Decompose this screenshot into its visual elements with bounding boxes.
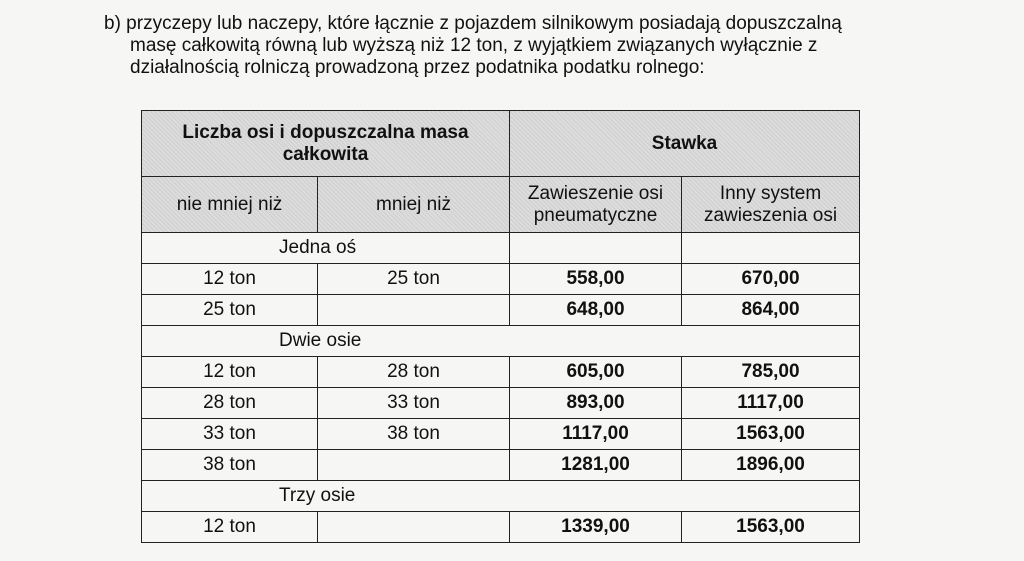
cell-min: 25 ton bbox=[142, 295, 318, 326]
header-other-suspension: Inny system zawieszenia osi bbox=[682, 177, 860, 233]
cell-max: 28 ton bbox=[318, 357, 510, 388]
cell-other: 1896,00 bbox=[682, 450, 860, 481]
cell-pneumatic: 1281,00 bbox=[510, 450, 682, 481]
cell-pneumatic: 1339,00 bbox=[510, 512, 682, 543]
header-pneumatic-suspension: Zawieszenie osi pneumatyczne bbox=[510, 177, 682, 233]
cell-pneumatic: 558,00 bbox=[510, 264, 682, 295]
group-title: Trzy osie bbox=[142, 481, 860, 512]
intro-line-2: masę całkowitą równą lub wyższą niż 12 ton, z wyjątkiem związanych wyłącznie z bbox=[130, 35, 818, 56]
cell-pneumatic: 1117,00 bbox=[510, 419, 682, 450]
group-title: Jedna oś bbox=[142, 233, 510, 264]
header-less-than: mniej niż bbox=[318, 177, 510, 233]
cell-min: 12 ton bbox=[142, 264, 318, 295]
cell-other: 864,00 bbox=[682, 295, 860, 326]
group-title: Dwie osie bbox=[142, 326, 860, 357]
cell-other: 1117,00 bbox=[682, 388, 860, 419]
cell-pneumatic: 648,00 bbox=[510, 295, 682, 326]
cell-pneumatic: 605,00 bbox=[510, 357, 682, 388]
header-rate: Stawka bbox=[510, 111, 860, 177]
cell-max bbox=[318, 512, 510, 543]
intro-line-1: b) przyczepy lub naczepy, które łącznie z pojazdem silnikowym posiadają dopuszczalną bbox=[104, 13, 842, 34]
cell-max: 38 ton bbox=[318, 419, 510, 450]
table-row bbox=[142, 357, 860, 388]
intro-paragraph bbox=[104, 13, 964, 79]
table-row bbox=[142, 512, 860, 543]
header-axles-mass: Liczba osi i dopuszczalna masa całkowita bbox=[142, 111, 510, 177]
table-row bbox=[142, 450, 860, 481]
cell-min: 12 ton bbox=[142, 357, 318, 388]
cell-other: 1563,00 bbox=[682, 419, 860, 450]
table-row bbox=[142, 388, 860, 419]
table-row bbox=[142, 419, 860, 450]
intro-line-3: działalnością rolniczą prowadzoną przez podatnika podatku rolnego: bbox=[130, 57, 705, 78]
cell-other: 785,00 bbox=[682, 357, 860, 388]
header-row-1 bbox=[142, 111, 860, 177]
group-empty-cell bbox=[682, 233, 860, 264]
cell-other: 670,00 bbox=[682, 264, 860, 295]
group-row bbox=[142, 326, 860, 357]
cell-max bbox=[318, 295, 510, 326]
header-row-2 bbox=[142, 177, 860, 233]
group-empty-cell bbox=[510, 233, 682, 264]
group-row bbox=[142, 481, 860, 512]
cell-max bbox=[318, 450, 510, 481]
cell-min: 38 ton bbox=[142, 450, 318, 481]
cell-min: 12 ton bbox=[142, 512, 318, 543]
cell-other: 1563,00 bbox=[682, 512, 860, 543]
rates-table bbox=[141, 110, 860, 543]
cell-min: 33 ton bbox=[142, 419, 318, 450]
cell-max: 33 ton bbox=[318, 388, 510, 419]
table-row bbox=[142, 264, 860, 295]
cell-min: 28 ton bbox=[142, 388, 318, 419]
cell-pneumatic: 893,00 bbox=[510, 388, 682, 419]
group-row bbox=[142, 233, 860, 264]
header-not-less-than: nie mniej niż bbox=[142, 177, 318, 233]
cell-max: 25 ton bbox=[318, 264, 510, 295]
table-row bbox=[142, 295, 860, 326]
